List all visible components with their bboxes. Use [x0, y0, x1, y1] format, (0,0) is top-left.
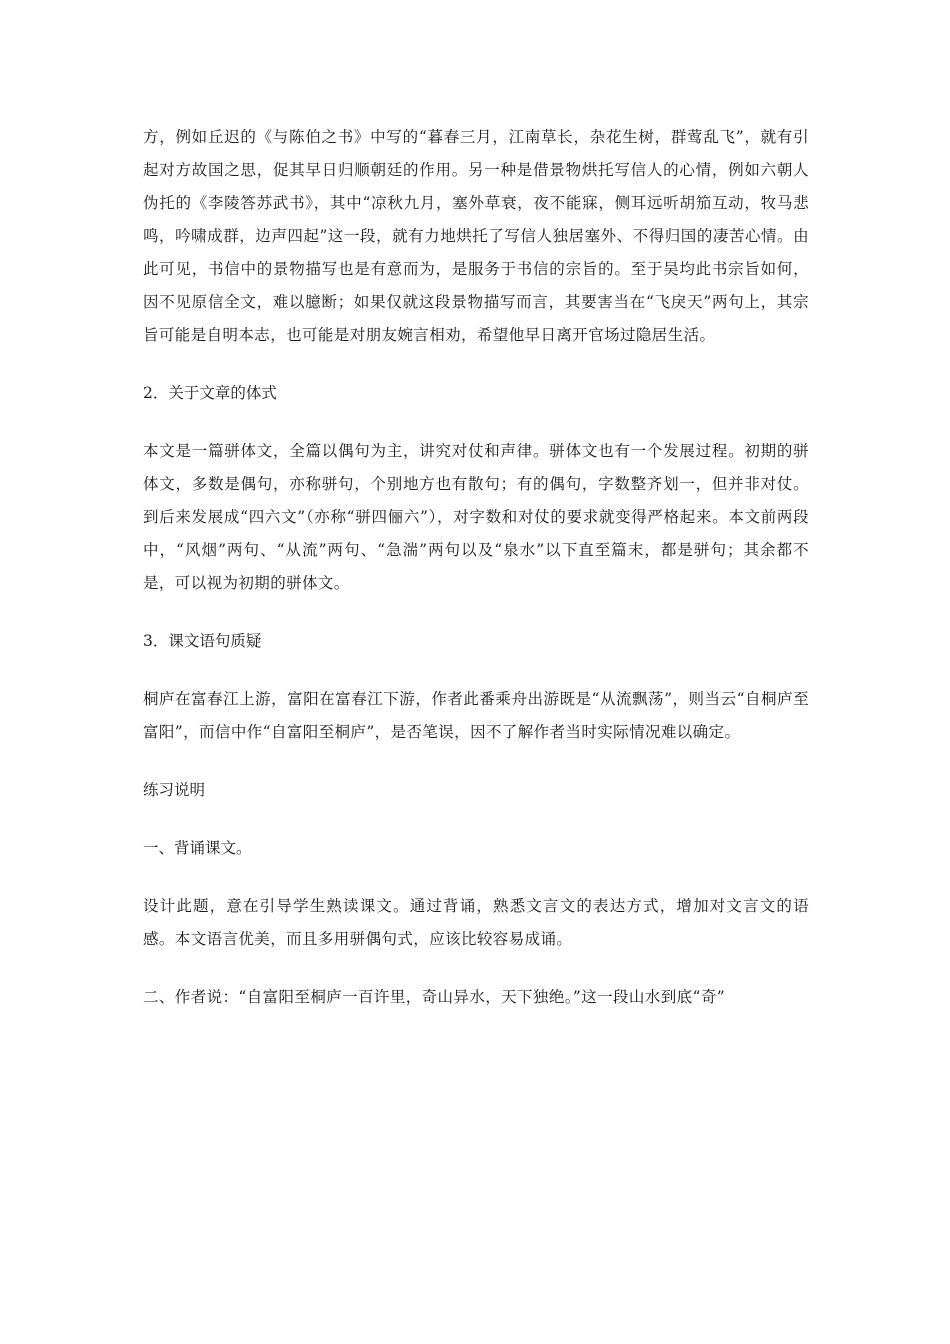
- paragraph-exercise-one-note: 设计此题，意在引导学生熟读课文。通过背诵，熟悉文言文的表达方式，增加对文言文的语感。本文语言优美，而且多用骈偶句式，应该比较容易成诵。: [143, 897, 809, 948]
- paragraph-scenery-letters: 方，例如丘迟的《与陈伯之书》中写的“暮春三月，江南草长，杂花生树，群莺乱飞”，就有引起对方故国之思，促其早日归顺朝廷的作用。另一种是借景物烘托写信人的心情，例如六朝人伪托的《李陵答苏武书》，其中“凉秋九月，塞外草衰，夜不能寐，侧耳远听胡笳互动，牧马悲鸣，吟啸成群，边声四起”这一段，就有力地烘托了写信人独居塞外、不得归国的凄苦心情。由此可见，书信中的景物描写也是有意而为，是服务于书信的宗旨的。至于吴均此书宗旨如何，因不见原信全文，难以臆断；如果仅就这段景物描写而言，其要害当在“飞戾天”两句上，其宗旨可能是自明本志，也可能是对朋友婉言相劝，希望他早日离开官场过隐居生活。: [143, 128, 809, 344]
- paragraph-parallel-prose: 本文是一篇骈体文，全篇以偶句为主，讲究对仗和声律。骈体文也有一个发展过程。初期的骈体文，多数是偶句，亦称骈句，个别地方也有散句；有的偶句，字数整齐划一，但并非对仗。到后来发展成“四六文”（亦称“骈四俪六”），对字数和对仗的要求就变得严格起来。本文前两段中，“风烟”两句、“从流”两句、“急湍”两句以及“泉水”以下直至篇末，都是骈句；其余都不是，可以视为初期的骈体文。: [143, 442, 809, 592]
- section-heading-style: 2．关于文章的体式: [143, 384, 277, 402]
- section-heading-exercises: 练习说明: [143, 781, 206, 799]
- document-body: [143, 121, 809, 1039]
- section-heading-query: 3．课文语句质疑: [143, 632, 262, 650]
- paragraph-tonglu-fuyang: 桐庐在富春江上游，富阳在富春江下游，作者此番乘舟出游既是“从流飘荡”，则当云“自桐庐至富阳”，而信中作“自富阳至桐庐”，是否笔误，因不了解作者当时实际情况难以确定。: [143, 690, 809, 741]
- exercise-two-title: 二、作者说：“自富阳至桐庐一百许里，奇山异水，天下独绝。”这一段山水到底“奇”: [143, 988, 726, 1006]
- exercise-one-title: 一、背诵课文。: [143, 839, 252, 857]
